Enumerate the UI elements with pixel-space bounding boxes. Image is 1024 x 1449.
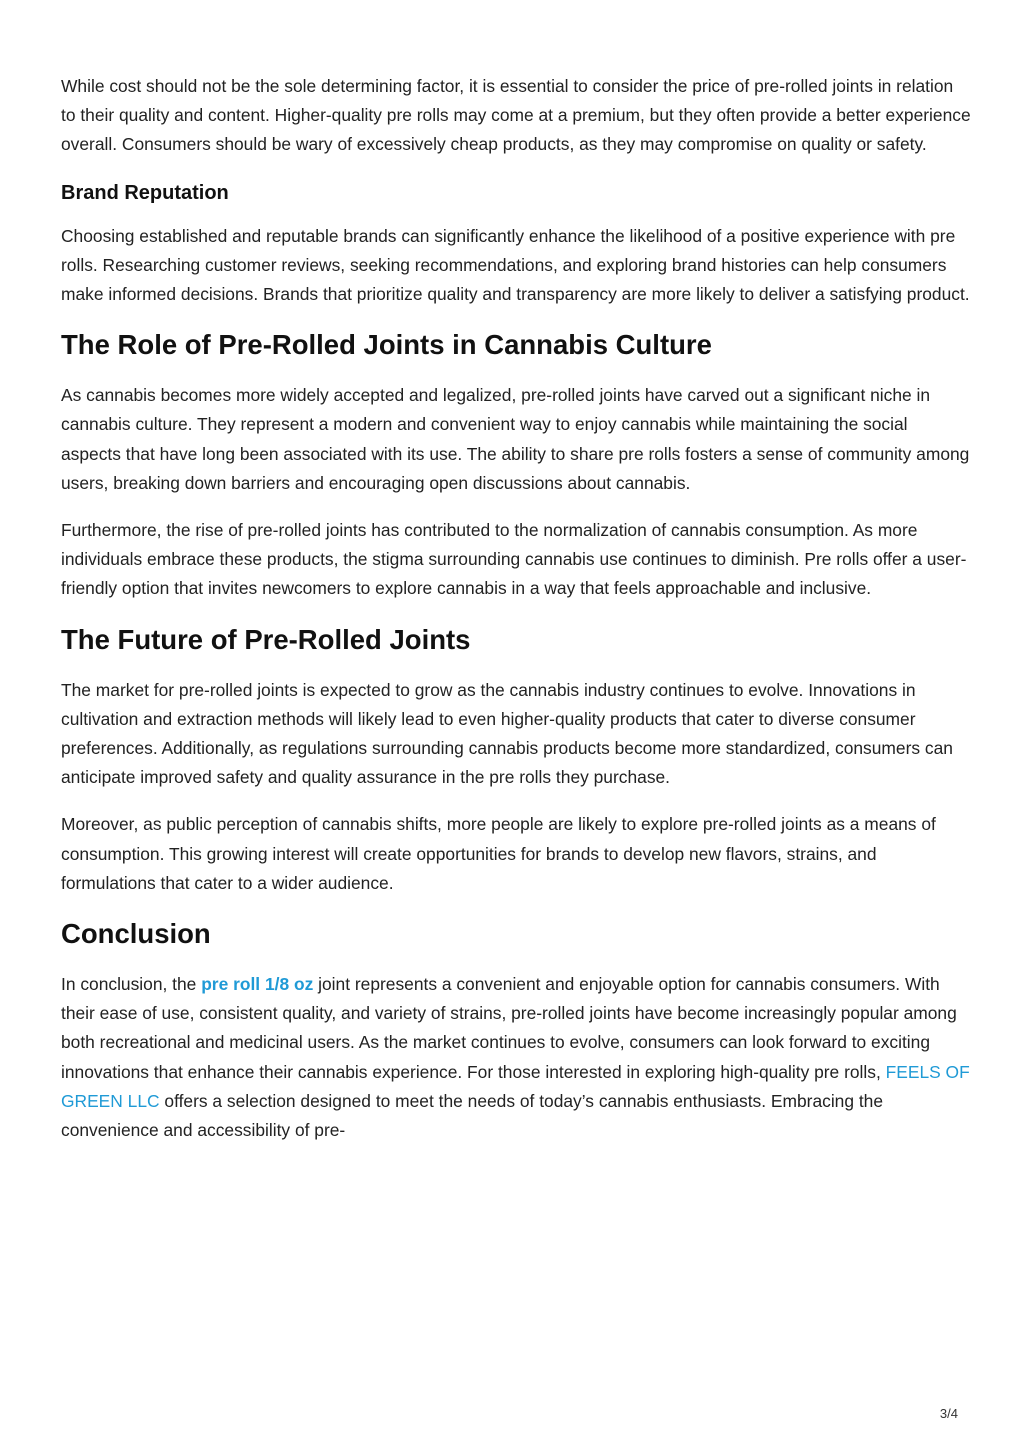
heading-brand-reputation: Brand Reputation [61,181,229,204]
conclusion-text-start: In conclusion, the [61,974,202,995]
heading-role-in-culture: The Role of Pre-Rolled Joints in Cannabis Culture [61,329,712,361]
paragraph-future-1: The market for pre-rolled joints is expected to grow as the cannabis industry continues to evolve. Innovations in cultivation and extraction methods will likely lead to even higher-quality products that cater to diverse consumer preferences. Additionally, as regulations surrounding cannabis products become more standardized, consumers can anticipate improved safety and quality assurance in the pre rolls they purchase. [61,679,953,788]
paragraph-future-2: Moreover, as public perception of cannabis shifts, more people are likely to explore pre-rolled joints as a means of consumption. This growing interest will create opportunities for brands to develop new flavors, strains, and formulations that cater to a wider audience. [61,814,936,893]
document-page [61,72,971,1163]
conclusion-text-end: offers a selection designed to meet the needs of today’s cannabis enthusiasts. Embracing the convenience and accessibility of pre- [61,1090,884,1141]
feels-of-green-link[interactable]: FEELS OF GREEN LLC [61,1061,970,1111]
paragraph-cost: While cost should not be the sole determining factor, it is essential to consider the price of pre-rolled joints in relation to their quality and content. Higher-quality pre rolls may come at a premium, but they often provide a better experience overall. Consumers should be wary of excessively cheap products, as they may compromise on quality or safety. [61,76,971,155]
paragraph-role-2: Furthermore, the rise of pre-rolled joints has contributed to the normalization of cannabis consumption. As more individuals embrace these products, the stigma surrounding cannabis use continues to diminish. Pre rolls offer a user-friendly option that invites newcomers to explore cannabis in a way that feels approachable and inclusive. [61,520,967,599]
paragraph-brand-reputation: Choosing established and reputable brands can significantly enhance the likelihood of a positive experience with pre rolls. Researching customer reviews, seeking recommendations, and exploring brand histories can help consumers make informed decisions. Brands that prioritize quality and transparency are more likely to deliver a satisfying product. [61,225,970,305]
paragraph-role-1: As cannabis becomes more widely accepted and legalized, pre-rolled joints have carved out a significant niche in cannabis culture. They represent a modern and convenient way to enjoy cannabis while maintaining the social aspects that have long been associated with its use. The ability to share pre rolls fosters a sense of community among users, breaking down barriers and encouraging open discussions about cannabis. [61,385,970,493]
conclusion-text-middle: joint represents a convenient and enjoyable option for cannabis consumers. With their ease of use, consistent quality, and variety of strains, pre-rolled joints have become increasingly popular among both recreational and medicinal users. As the market continues to evolve, consumers can look forward to exciting innovations that enhance their cannabis experience. For those interested in exploring high-quality pre rolls, [61,974,957,1082]
heading-future: The Future of Pre-Rolled Joints [61,623,471,655]
heading-conclusion: Conclusion [61,918,211,950]
page-number: 3/4 [939,1406,958,1421]
pre-roll-link[interactable]: pre roll 1/8 oz [201,974,314,995]
paragraph-conclusion [61,970,971,1145]
